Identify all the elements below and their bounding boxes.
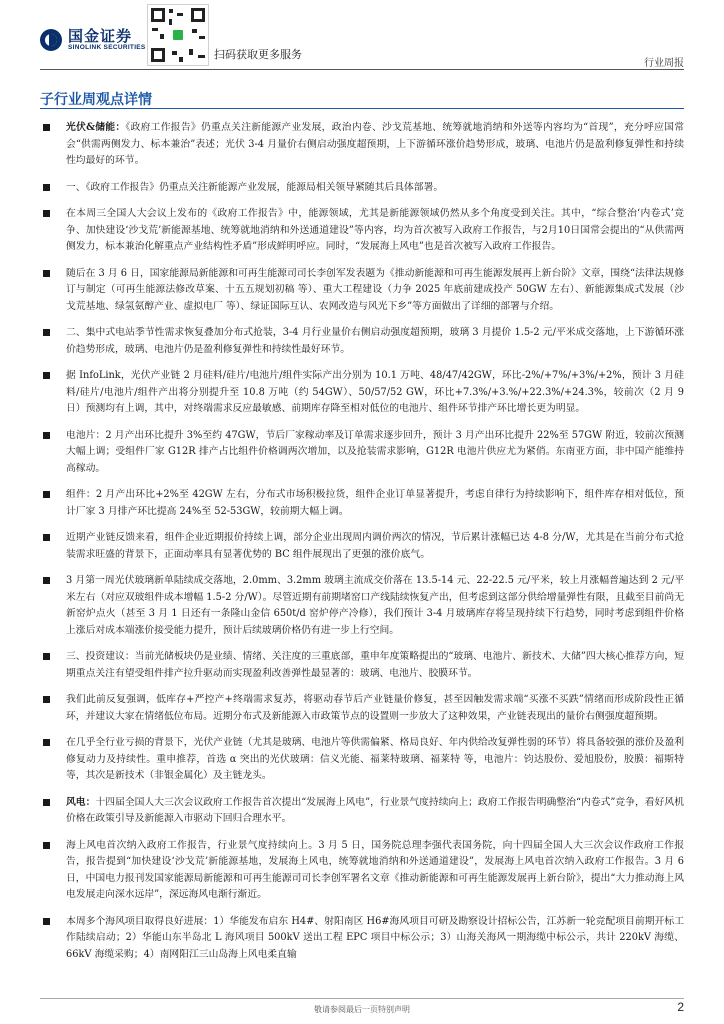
- bullet-square-icon: [43, 270, 50, 277]
- bullet-square-icon: [43, 329, 50, 336]
- paragraph: 在几乎全行业亏损的背景下，光伏产业链（尤其是玻璃、电池片等供需偏紧、格局良好、年内供给改复弹性弱的环节）将具备较强的涨价及盈利修复动力及持续性。重申推荐，首选 α 突出的光伏玻璃：信义光能、福莱特玻璃、福莱特 等，电池片：钧达股份、爱旭股份，胶膜：福斯特 等，其次是新技术（非银金属化）及主链龙头。: [40, 735, 684, 785]
- bullet-square-icon: [43, 184, 50, 191]
- company-logo: [40, 28, 146, 51]
- paragraph: 电池片：2 月产出环比提升 3%至约 47GW，节后厂家稼动率及订单需求逐步回升，预计 3 月产出环比提升 22%至 57GW 附近，较前次预测大幅上调；受组件厂家 G12R 排产占比组件价格调两次增加，以及抢装需求影响，G12R 电池片供应尤为紧俏。东南亚方面，非中国产能维持高稼动。: [40, 428, 684, 478]
- paragraph: 我们此前反复强调，低库存+严控产+终端需求复苏，将驱动春节后产业链量价修复，甚至因触发需求端“买涨不买跌”情绪而形成阶段性正循环，并建议大家在情绪低位布局。近期分布式及新能源入市政策节点的设置则一步放大了这种效果，产业链表现出的量价右侧强度超预期。: [40, 692, 684, 725]
- page-number: 2: [677, 1000, 684, 1014]
- scan-prompt: 扫码获取更多服务: [214, 48, 302, 61]
- section-title: 子行业周观点详情: [40, 92, 152, 108]
- bullet-square-icon: [43, 124, 50, 131]
- paragraph: 据 InfoLink，光伏产业链 2 月硅料/硅片/电池片/组件实际产出分别为 10.1 万吨、48/47/42GW，环比-2%/+7%/+3%/+2%，预计 3 月硅料/硅片/电池片/组件产出将分别提升至 10.8 万吨（约 54GW）、50/57/52 GW，环比+7.3%/+3.%/+22.3%/+24.3%，较前次（2 月 9 日）预测均有上调，其中，对终端需求反应最敏感、前期库存降至相对低位的电池片、组件环节排产环比增长更为明显。: [40, 368, 684, 418]
- bullet-square-icon: [43, 918, 50, 925]
- bullet-square-icon: [43, 577, 50, 584]
- bullet-square-icon: [43, 534, 50, 541]
- logo-mark-icon: [40, 29, 62, 51]
- paragraph: 近期产业链反馈来看，组件企业近期报价持续上调，部分企业出现周内调价两次的情况，节后累计涨幅已达 4-8 分/W，尤其是在当前分布式抢装需求旺盛的背景下，正面动率具有显著优势的 BC 组件展现出了更强的涨价底气。: [40, 530, 684, 563]
- paragraph: 组件：2 月产出环比+2%至 42GW 左右，分布式市场积极拉货，组件企业订单显著提升，考虑自律行为持续影响下，组件库存相对低位，预计厂家 3 月排产环比提高 24%至 52-53GW，较前期大幅上调。: [40, 487, 684, 520]
- bullet-square-icon: [43, 210, 50, 217]
- footer-divider: [40, 998, 684, 999]
- bullet-square-icon: [43, 653, 50, 660]
- bullet-square-icon: [43, 696, 50, 703]
- paragraph: 3 月第一周光伏玻璃新单陆续成交落地，2.0mm、3.2mm 玻璃主流成交价落在 13.5-14 元、22-22.5 元/平米，较上月涨幅普遍达到 2 元/平米左右（对应双玻组件成本增幅 1.5-2 分/W）。尽管近期有前期堵窑口产线陆续恢复产出，但考虑到这部分供给增量弹性有限，且截至目前尚无新窑炉点火（甚至 3 月 1 日还有一条隆山金信 650t/d 窑炉停产冷修），我们预计 3-4 月玻璃库存将呈现持续下行趋势，同时考虑到组件价格上涨后对成本端涨价接受能力提升，预计后续玻璃价格仍有进一步上行空间。: [40, 573, 684, 639]
- bullet-square-icon: [43, 799, 50, 806]
- paragraph: 二、集中式电站季节性需求恢复叠加分布式抢装，3-4 月行业量价右侧启动强度超预期，玻璃 3 月提价 1.5-2 元/平米成交落地，上下游循环涨价趋势形成，玻璃、电池片仍是盈利修复弹性和持续性最好环节。: [40, 325, 684, 358]
- logo-name-cn: 国金证券: [68, 27, 133, 45]
- report-body: [40, 120, 684, 973]
- footer-disclaimer: 敬请参阅最后一页特别声明: [314, 1005, 410, 1014]
- paragraph: 在本周三全国人大会议上发布的《政府工作报告》中，能源领域，尤其是新能源领域仍然从多个角度受到关注。其中，“综合整治‘内卷式’竞争、加快建设‘沙戈荒’新能源基地、统筹就地消纳和外送通道建设”等内容，均为首次被写入政府工作报告，与2月10日国常会提出的“从供需两侧发力，标本兼治化解重点产业结构性矛盾”形成鲜明呼应。同时，“发展海上风电”也是首次被写入政府工作报告。: [40, 206, 684, 256]
- bullet-square-icon: [43, 739, 50, 746]
- bullet-square-icon: [43, 432, 50, 439]
- wechat-icon: [171, 28, 185, 42]
- paragraph: 风电：十四届全国人大三次会议政府工作报告首次提出“发展海上风电”，行业景气度持续向上；政府工作报告明确整治“内卷式”竞争，看好风机价格在政策引导及新能源入市驱动下回归合理水平。: [40, 795, 684, 828]
- header-divider: [40, 69, 684, 70]
- bullet-square-icon: [43, 491, 50, 498]
- page-header: [0, 0, 724, 70]
- bullet-square-icon: [43, 842, 50, 849]
- paragraph: 本周多个海风项目取得良好进展：1）华能发布启东 H4#、射阳南区 H6#海风项目可研及勘察设计招标公告，江苏新一轮竞配项目前期开标工作陆续启动；2）华能山东半岛北 L 海风项目 500kV 送出工程 EPC 项目中标公示；3）山海关海风一期海缆中标公示，共计 220kV 海缆、66kV 海缆采购；4）南网阳江三山岛海上风电柔直输: [40, 914, 684, 964]
- logo-name-en: SINOLINK SECURITIES: [68, 44, 146, 51]
- bullet-square-icon: [43, 372, 50, 379]
- paragraph: 一、《政府工作报告》仍重点关注新能源产业发展，能源局相关领导紧随其后具体部署。: [40, 180, 684, 197]
- section-divider: [40, 108, 684, 109]
- paragraph: 三、投资建议：当前光储板块仍是业绩、情绪、关注度的三重底部，重申年度策略提出的“玻璃、电池片、新技术、大储”四大核心推荐方向，短期重点关注有望受组件排产拉升驱动而实现盈利改善弹性最显著的：玻璃、电池片、胶膜环节。: [40, 649, 684, 682]
- report-type-label: 行业周报: [644, 58, 684, 69]
- paragraph: 随后在 3 月 6 日，国家能源局新能源和可再生能源司司长李创军发表题为《推动新能源和可再生能源发展再上新台阶》文章，围绕“法律法规修订与制定（可再生能源法修改草案、十五五规划初稿 等）、重大工程建设（力争 2025 年底前建成投产 50GW 左右）、新能源集成式发展（沙戈荒基地、绿氢氨醇产业、虚拟电厂 等）、绿证国际互认、农网改造与风光下乡”等方面做出了详细的部署与介绍。: [40, 266, 684, 316]
- paragraph: 海上风电首次纳入政府工作报告，行业景气度持续向上。3 月 5 日，国务院总理李强代表国务院，向十四届全国人大三次会议作政府工作报告，报告提到“加快建设‘沙戈荒’新能源基地，发展海上风电，统筹就地消纳和外送通道建设”，发展海上风电首次纳入政府工作报告。3 月 6 日，中国电力报刊发国家能源局新能源和可再生能源司司长李创军署名文章《推动新能源和可再生能源发展再上新台阶》，提出“大力推动海上风电发展走向深水远岸”，深远海风电渐行渐近。: [40, 838, 684, 904]
- qr-code-icon[interactable]: [147, 4, 209, 66]
- paragraph: 光伏&储能：《政府工作报告》仍重点关注新能源产业发展，政治内卷、沙戈荒基地、统筹就地消纳和外送等内容均为“首现”，充分呼应国常会“供需两侧发力、标本兼治”表述；光伏 3-4 月量价右侧启动强度超预期，上下游循环涨价趋势形成，玻璃、电池片仍是盈利修复弹性和持续性均最好的环节。: [40, 120, 684, 170]
